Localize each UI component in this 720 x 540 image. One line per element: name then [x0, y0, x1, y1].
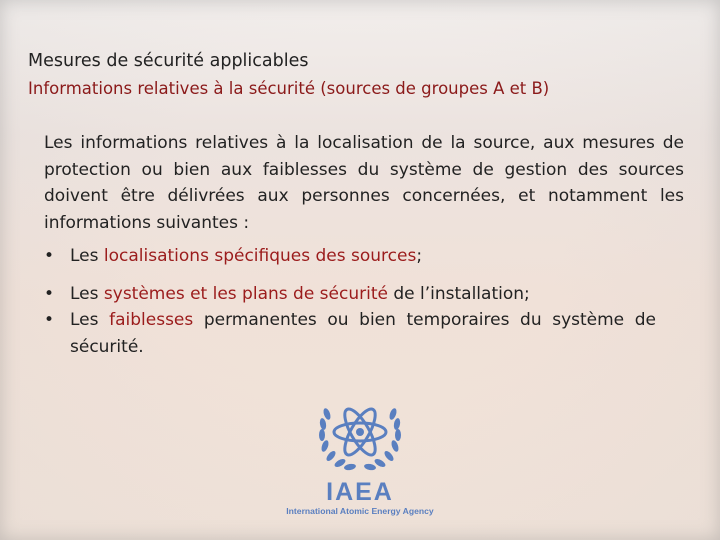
bullet-prefix: Les	[70, 284, 104, 304]
paragraph-line: doivent être délivrées aux personnes concernées, et notamment les	[44, 186, 684, 206]
bullet-continuation: sécurité.	[70, 336, 144, 357]
bullet-list-item	[44, 307, 684, 360]
bullet-line	[70, 307, 656, 334]
intro-paragraph	[44, 130, 684, 236]
iaea-logo	[280, 398, 440, 518]
paragraph-line: informations suivantes :	[44, 212, 250, 233]
bullet-highlight: faiblesses	[109, 310, 194, 330]
paragraph-line: protection ou bien aux faiblesses du système de gestion des sources	[44, 159, 684, 180]
bullet-prefix: Les	[70, 310, 110, 330]
bullet-suffix: ;	[416, 246, 423, 266]
bullet-highlight: localisations spécifiques des sources	[103, 246, 417, 266]
bullet-marker: •	[44, 284, 55, 304]
bullet-suffix: permanentes ou bien temporaires du système de	[193, 310, 656, 330]
bullet-list-item	[44, 243, 684, 270]
slide-subtitle: Informations relatives à la sécurité (sources de groupes A et B)	[28, 79, 550, 98]
slide-title: Mesures de sécurité applicables	[28, 51, 309, 71]
bullet-highlight: systèmes et les plans de sécurité	[103, 284, 388, 304]
bullet-list-item	[44, 281, 684, 308]
bullet-prefix: Les	[70, 246, 104, 266]
paragraph-line: Les informations relatives à la localisation de la source, aux mesures de	[44, 133, 684, 153]
bullet-marker: •	[44, 246, 55, 266]
logo-acronym: IAEA	[326, 478, 394, 506]
bullet-suffix: de l’installation;	[387, 284, 530, 304]
logo-full-name: International Atomic Energy Agency	[286, 506, 434, 516]
bullet-marker: •	[44, 310, 55, 330]
atom-laurel-icon	[280, 398, 440, 478]
